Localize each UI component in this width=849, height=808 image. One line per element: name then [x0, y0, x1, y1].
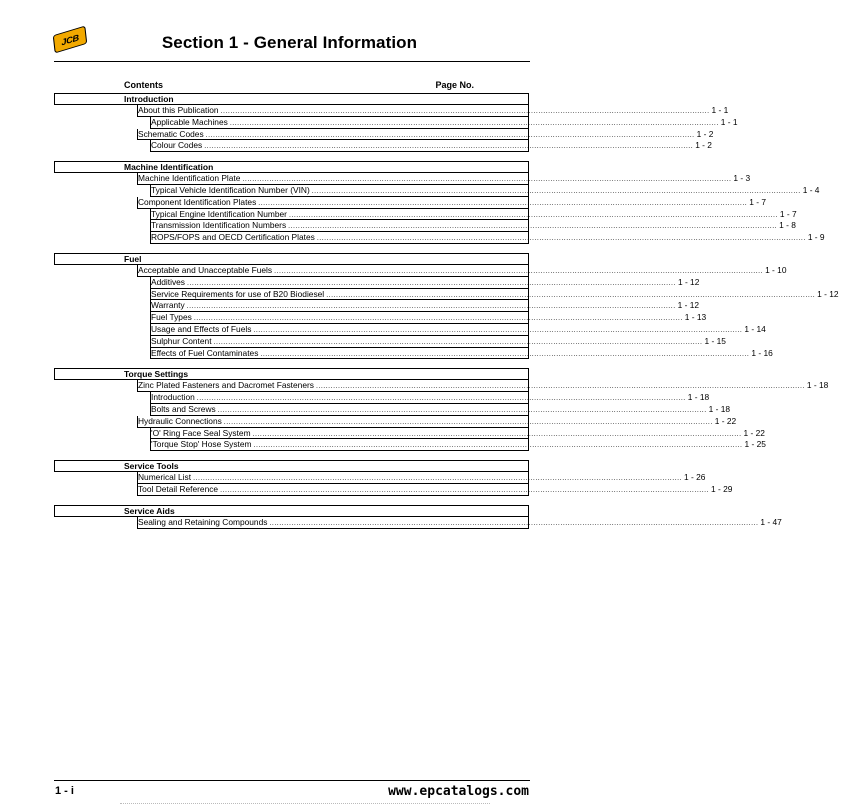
toc-entry-label: Warranty: [151, 300, 185, 311]
toc-leader-dots: ........................................................................................................................................................................................................: [213, 338, 703, 346]
toc-section: [54, 460, 733, 496]
toc-entry-label: Additives: [151, 276, 185, 287]
toc-section: [54, 161, 825, 244]
toc-entry-label: Component Identification Plates: [138, 196, 257, 207]
toc-section: [54, 368, 829, 451]
toc-leader-dots: ........................................................................................................................................................................................................: [186, 303, 676, 311]
toc-section-title[interactable]: Service Aids: [54, 505, 529, 517]
toc-entry-page: 1 - 22: [714, 415, 737, 426]
toc-entry-page: 1 - 7: [779, 208, 797, 219]
toc-entry-frame: [137, 197, 529, 209]
toc-entry-frame: [150, 392, 529, 404]
toc-entry[interactable]: [54, 128, 714, 141]
toc-entry[interactable]: [54, 220, 796, 232]
toc-entry-page: 1 - 2: [695, 140, 712, 151]
toc-entry-label: About this Publication: [138, 105, 219, 115]
toc-section-title[interactable]: Torque Settings: [54, 368, 529, 380]
toc-entry-frame: [150, 232, 529, 244]
toc-entry-frame: [137, 484, 529, 496]
toc-leader-dots: ........................................................................................................................................................................................................: [220, 108, 710, 115]
toc-entry-page: 1 - 12: [677, 276, 700, 287]
toc-entry-page: 1 - 16: [751, 347, 773, 358]
toc-entry-label: Sealing and Retaining Compounds: [138, 516, 268, 527]
toc-entry[interactable]: [54, 380, 829, 392]
watermark: www.epcatalogs.com: [388, 784, 529, 799]
toc-entry-page: 1 - 12: [817, 288, 839, 299]
toc-entry-page: 1 - 47: [760, 516, 782, 527]
toc-entry-label: ROPS/FOPS and OECD Certification Plates: [151, 232, 315, 243]
toc-entry-label: Typical Engine Identification Number: [151, 208, 287, 219]
logo-text: JCB: [60, 32, 80, 47]
toc-leader-dots: ........................................................................................................................................................................................................: [316, 235, 806, 243]
toc-entry[interactable]: [54, 116, 738, 129]
contents-label: Contents: [124, 80, 163, 90]
toc-entry-frame: [150, 289, 529, 301]
toc-entry[interactable]: [54, 439, 766, 451]
toc-leader-dots: ........................................................................................................................................................................................................: [253, 442, 743, 450]
toc-entry[interactable]: [54, 184, 820, 197]
toc-entry-label: Hydraulic Connections: [138, 415, 222, 426]
toc-entry-page: 1 - 3: [733, 173, 751, 184]
toc-entry[interactable]: [54, 140, 712, 152]
toc-entry[interactable]: [54, 196, 766, 209]
toc-entry-frame: [150, 277, 529, 289]
toc-entry[interactable]: [54, 392, 710, 404]
toc-entry[interactable]: [54, 415, 737, 428]
toc-entry[interactable]: [54, 323, 766, 336]
toc-entry[interactable]: [54, 276, 700, 289]
toc-entry-frame: [137, 129, 529, 141]
toc-entry[interactable]: [54, 208, 797, 221]
toc-entry-page: 1 - 12: [677, 300, 700, 311]
contents-header: [124, 80, 474, 90]
toc-entry-label: Machine Identification Plate: [138, 173, 241, 184]
toc-entry-label: Applicable Machines: [151, 116, 228, 127]
toc-entry-label: Numerical List: [138, 472, 192, 483]
toc-leader-dots: ........................................................................................................................................................................................................: [220, 486, 710, 494]
toc-entry-frame: [150, 220, 529, 232]
toc-leader-dots: ........................................................................................................................................................................................................: [252, 430, 742, 438]
toc-leader-dots: ........................................................................................................................................................................................................: [204, 143, 694, 151]
toc-entry-page: 1 - 18: [708, 403, 731, 414]
toc-entry-label: Transmission Identification Numbers: [151, 220, 287, 231]
toc-entry-page: 1 - 15: [704, 335, 726, 346]
toc-entry-page: 1 - 7: [749, 196, 766, 207]
toc-leader-dots: ........................................................................................................................................................................................................: [315, 383, 805, 391]
toc-entry[interactable]: [54, 427, 765, 440]
toc-leader-dots: ........................................................................................................................................................................................................: [242, 176, 732, 184]
toc-entry-frame: [150, 185, 529, 197]
toc-leader-dots: ........................................................................................................................................................................................................: [253, 326, 743, 334]
toc-entry-label: Introduction: [151, 392, 195, 403]
toc-entry-frame: [150, 348, 529, 360]
toc-entry-frame: [150, 140, 529, 152]
toc-leader-dots: ........................................................................................................................................................................................................: [288, 223, 778, 231]
toc-section: [54, 505, 782, 529]
toc-entry-page: 1 - 14: [744, 323, 766, 334]
toc-entry[interactable]: [54, 516, 782, 529]
toc-entry-label: Bolts and Screws: [151, 403, 216, 414]
toc-leader-dots: ........................................................................................................................................................................................................: [193, 475, 683, 483]
toc-leader-dots: ........................................................................................................................................................................................................: [193, 315, 683, 323]
toc-section: [54, 253, 839, 359]
toc-entry-page: 1 - 4: [802, 184, 820, 195]
toc-entry-frame: [150, 209, 529, 221]
toc-entry-frame: [150, 300, 529, 312]
toc-leader-dots: ........................................................................................................................................................................................................: [196, 395, 686, 403]
toc-section-title[interactable]: Introduction: [54, 93, 529, 105]
toc-leader-dots: ........................................................................................................................................................................................................: [223, 418, 713, 426]
toc-entry-label: Typical Vehicle Identification Number (VIN): [151, 184, 310, 195]
watermark-underline: [120, 803, 490, 804]
toc-entry-label: 'O' Ring Face Seal System: [151, 427, 251, 438]
toc-entry-frame: [137, 472, 529, 484]
toc-entry-label: Sulphur Content: [151, 335, 212, 346]
toc-entry[interactable]: [54, 347, 773, 360]
toc-section: [54, 93, 738, 152]
toc-leader-dots: ........................................................................................................................................................................................................: [217, 406, 707, 414]
toc-entry-label: Acceptable and Unacceptable Fuels: [138, 264, 273, 275]
toc-leader-dots: ........................................................................................................................................................................................................: [274, 267, 764, 275]
toc-entry-frame: [137, 173, 529, 185]
footer-divider: [54, 780, 530, 781]
toc-entry[interactable]: [54, 264, 787, 277]
table-of-contents: [54, 93, 839, 538]
toc-entry-page: 1 - 18: [687, 392, 710, 403]
toc-entry-page: 1 - 26: [684, 472, 706, 483]
toc-entry-frame: [137, 517, 529, 529]
toc-leader-dots: ........................................................................................................................................................................................................: [311, 187, 801, 195]
toc-entry-page: 1 - 22: [743, 427, 765, 438]
toc-entry-page: 1 - 9: [807, 232, 825, 243]
toc-entry-page: 1 - 29: [711, 483, 733, 494]
toc-entry[interactable]: [54, 288, 839, 301]
toc-entry-frame: [150, 336, 529, 348]
toc-leader-dots: ........................................................................................................................................................................................................: [288, 211, 778, 219]
toc-entry-label: Zinc Plated Fasteners and Dacromet Fasteners: [138, 380, 314, 391]
toc-leader-dots: ........................................................................................................................................................................................................: [326, 291, 816, 299]
toc-entry-frame: [137, 105, 529, 117]
toc-entry[interactable]: [54, 173, 751, 185]
toc-leader-dots: ........................................................................................................................................................................................................: [205, 131, 695, 139]
toc-entry[interactable]: [54, 483, 733, 496]
toc-leader-dots: ........................................................................................................................................................................................................: [258, 199, 748, 207]
page-number: 1 - i: [55, 785, 74, 797]
toc-entry-label: Effects of Fuel Contaminates: [151, 347, 259, 358]
toc-entry-frame: [150, 117, 529, 129]
toc-leader-dots: ........................................................................................................................................................................................................: [186, 279, 676, 287]
toc-entry-page: 1 - 1: [720, 116, 738, 127]
toc-entry[interactable]: [54, 105, 729, 117]
toc-entry-label: Fuel Types: [151, 312, 192, 323]
toc-entry-page: 1 - 18: [806, 380, 829, 391]
toc-entry-frame: [150, 324, 529, 336]
toc-section-title[interactable]: Fuel: [54, 253, 529, 265]
toc-entry[interactable]: [54, 472, 706, 484]
toc-entry[interactable]: [54, 300, 700, 312]
toc-entry-frame: [150, 312, 529, 324]
toc-entry-page: 1 - 1: [711, 105, 729, 115]
page-title: Section 1 - General Information: [161, 33, 418, 52]
toc-entry[interactable]: [54, 232, 825, 244]
toc-leader-dots: ........................................................................................................................................................................................................: [269, 519, 759, 527]
toc-entry-frame: [150, 439, 529, 451]
toc-entry-frame: [150, 428, 529, 440]
toc-leader-dots: ........................................................................................................................................................................................................: [229, 119, 719, 127]
toc-entry[interactable]: [54, 312, 707, 324]
toc-section-title[interactable]: Machine Identification: [54, 161, 529, 173]
toc-entry-page: 1 - 25: [744, 439, 766, 450]
toc-entry-frame: [137, 416, 529, 428]
header-divider: [54, 61, 530, 62]
toc-leader-dots: ........................................................................................................................................................................................................: [260, 350, 750, 358]
toc-entry-page: 1 - 8: [779, 220, 796, 231]
toc-entry[interactable]: [54, 335, 726, 348]
toc-entry-frame: [137, 380, 529, 392]
toc-entry-label: Colour Codes: [151, 140, 203, 151]
toc-entry-frame: [150, 404, 529, 416]
toc-entry-page: 1 - 2: [696, 128, 714, 139]
toc-section-title[interactable]: Service Tools: [54, 460, 529, 472]
toc-entry-label: 'Torque Stop' Hose System: [151, 439, 252, 450]
toc-entry[interactable]: [54, 403, 731, 416]
toc-entry-label: Tool Detail Reference: [138, 483, 219, 494]
toc-entry-label: Usage and Effects of Fuels: [151, 323, 252, 334]
toc-entry-label: Service Requirements for use of B20 Biodiesel: [151, 288, 325, 299]
page-no-label: Page No.: [435, 80, 474, 90]
toc-entry-page: 1 - 10: [765, 264, 787, 275]
toc-entry-label: Schematic Codes: [138, 128, 204, 139]
toc-entry-frame: [137, 265, 529, 277]
toc-entry-page: 1 - 13: [684, 312, 707, 323]
